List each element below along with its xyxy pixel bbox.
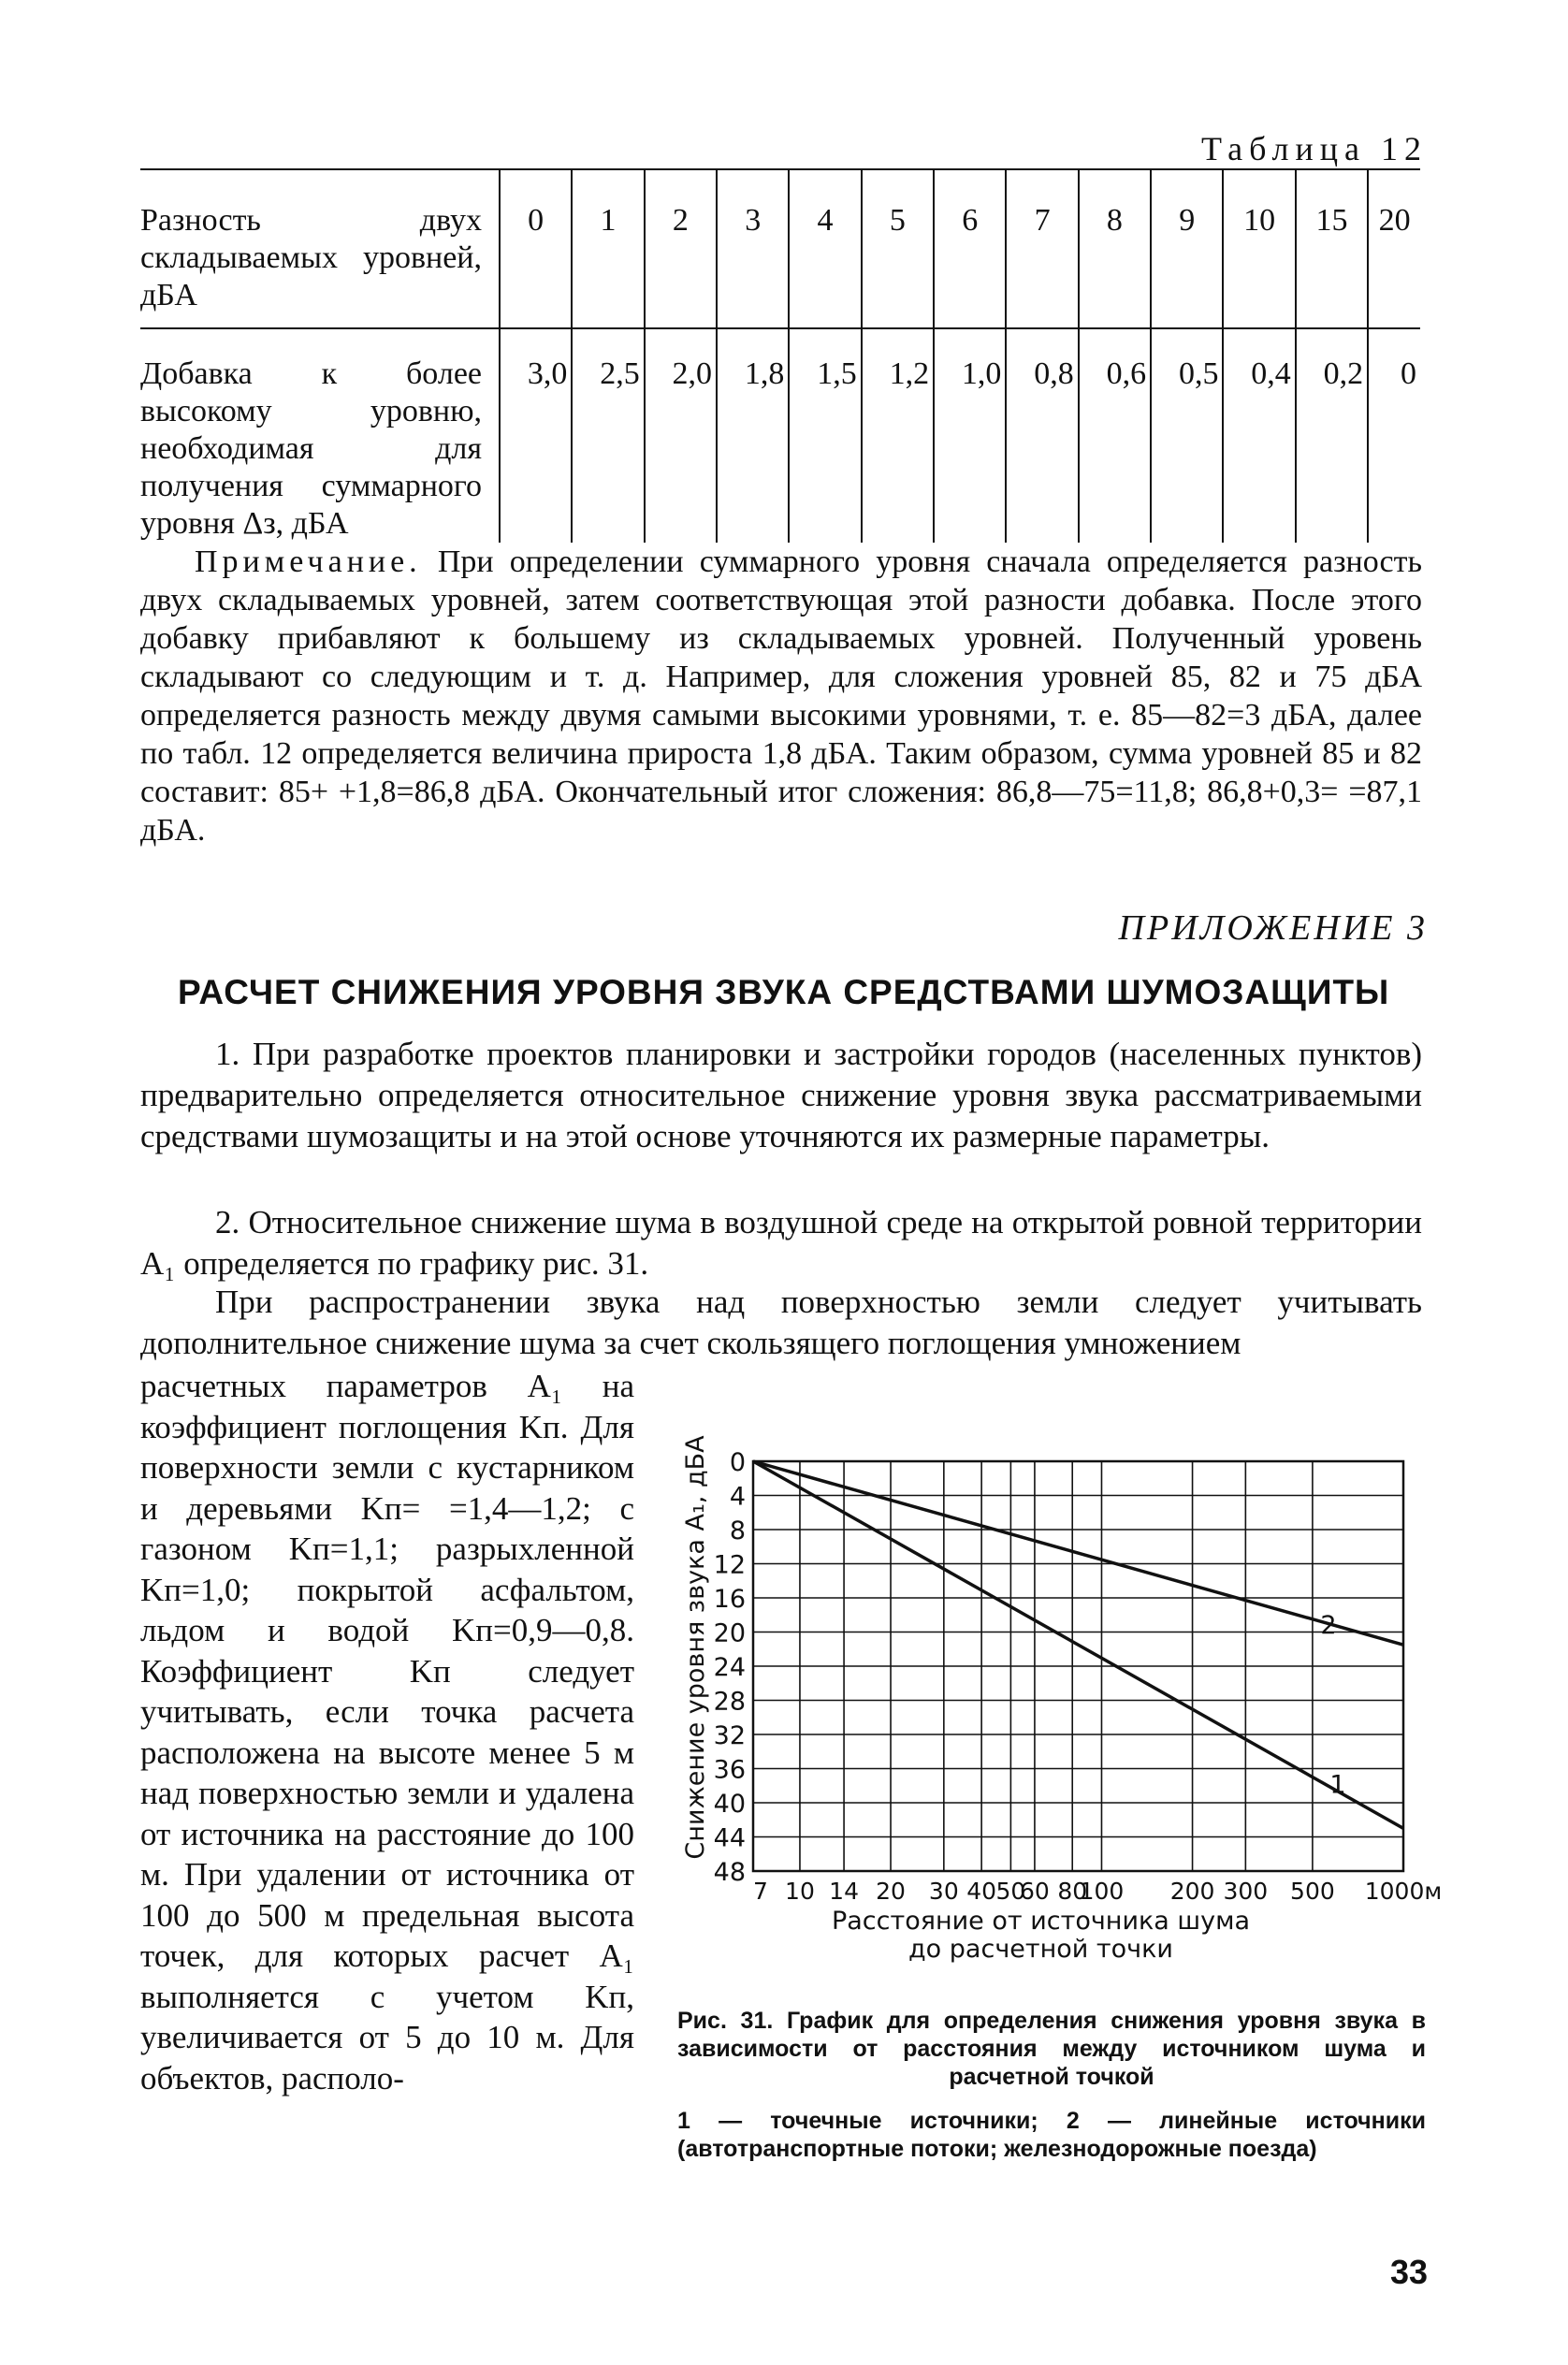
y-tick-label: 0 — [729, 1448, 746, 1477]
y-tick-label: 28 — [713, 1687, 746, 1717]
x-tick-label: 1000м — [1364, 1878, 1443, 1905]
section-title: РАСЧЕТ СНИЖЕНИЯ УРОВНЯ ЗВУКА СРЕДСТВАМИ ШУМОЗАЩИТЫ — [178, 973, 1390, 1011]
table-cell: 8 — [1079, 169, 1151, 328]
x-tick-label: 500 — [1290, 1878, 1335, 1905]
x-tick-label: 14 — [829, 1878, 859, 1905]
x-tick-label: 100 — [1079, 1878, 1125, 1905]
table-cell: 2,0 — [645, 328, 717, 543]
table-cell: 0,2 — [1296, 328, 1368, 543]
x-tick-label: 200 — [1169, 1878, 1215, 1905]
x-tick-label: 30 — [928, 1878, 959, 1905]
table-cell: 1 — [572, 169, 644, 328]
table-cell: 4 — [789, 169, 861, 328]
y-tick-label: 16 — [713, 1585, 746, 1614]
table-cell: 3 — [717, 169, 789, 328]
y-tick-label: 24 — [713, 1653, 746, 1682]
table-cell: 6 — [934, 169, 1006, 328]
table-cell: 0,8 — [1006, 328, 1078, 543]
x-tick-label: 300 — [1223, 1878, 1269, 1905]
x-axis-label-line1: Расстояние от источника шума — [831, 1907, 1251, 1936]
table-cell: 20 — [1368, 169, 1420, 328]
series-line-2 — [753, 1461, 1403, 1645]
table-cell: 0 — [500, 169, 572, 328]
series-label: 1 — [1329, 1770, 1346, 1800]
note-text: При определении суммарного уровня сначала определяется разность двух складываемых уровней, затем соответствующая этой разности добавка. После этого добавку прибавляют к большему из складываемых уровней. Полученный уровень складывают со следующим и т. д. Например, для сложения уровней 85, 82 и 75 дБА определяется разность между двумя самыми высокими уровнями, т. е. 85—82=3 дБА, далее по табл. 12 определяется величина прироста 1,8 дБА. Таким образом, сумма уровней 85 и 82 составит: 85+ +1,8=86,8 дБА. Окончательный итог сложения: 86,8—75=11,8; 86,8+0,3= =87,1 дБА. — [140, 544, 1422, 848]
page-number: 33 — [1389, 2253, 1428, 2291]
noise-addition-table — [140, 168, 1420, 543]
x-tick-label: 20 — [876, 1878, 906, 1905]
chart-svg — [655, 1394, 1443, 2002]
paragraph-1: 1. При разработке проектов планировки и застройки городов (населенных пунктов) предварительно определяется относительное снижение уровня звука рассматриваемыми средствами шумозащиты и на этой основе уточняются их размерные параметры. — [140, 1036, 1422, 1154]
y-tick-label: 20 — [713, 1618, 746, 1648]
table-cell: 2,5 — [572, 328, 644, 543]
table-cell: 0,5 — [1151, 328, 1223, 543]
x-tick-label: 10 — [785, 1878, 815, 1905]
x-tick-label: 50 — [995, 1878, 1026, 1905]
table-cell: 7 — [1006, 169, 1078, 328]
y-tick-label: 40 — [713, 1790, 746, 1819]
row2-header: Добавка к более высокому уровню, необходимая для получения суммарного уровня Δз, дБА — [140, 328, 500, 543]
series-label: 2 — [1320, 1611, 1337, 1641]
table-cell: 10 — [1223, 169, 1295, 328]
table-row — [140, 328, 1420, 543]
note-label: Примечание. — [195, 544, 422, 579]
row1-header: Разность двух складываемых уровней, дБА — [140, 169, 500, 328]
appendix-label: ПРИЛОЖЕНИЕ 3 — [1118, 908, 1428, 948]
figure-caption: Рис. 31. График для определения снижения уровня звука в зависимости от расстояния между источником шума и расчетной точкой — [677, 2008, 1426, 2090]
y-tick-label: 36 — [713, 1755, 746, 1785]
table-cell: 1,2 — [862, 328, 934, 543]
y-tick-label: 32 — [713, 1721, 746, 1750]
paragraph-2: 2. Относительное снижение шума в воздушной среде на открытой ровной территории A₁ определяется по графику рис. 31. — [140, 1204, 1422, 1282]
x-tick-label: 80 — [1057, 1878, 1088, 1905]
table-cell: 5 — [862, 169, 934, 328]
x-tick-label: 7 — [753, 1878, 768, 1905]
table-cell: 1,5 — [789, 328, 861, 543]
y-tick-label: 44 — [713, 1823, 746, 1853]
table-caption: Таблица 12 — [1201, 130, 1428, 167]
table-cell: 3,0 — [500, 328, 572, 543]
table-cell: 9 — [1151, 169, 1223, 328]
y-tick-label: 48 — [713, 1858, 746, 1887]
table-cell: 1,0 — [934, 328, 1006, 543]
y-tick-label: 12 — [713, 1550, 746, 1580]
table-note — [140, 543, 1422, 849]
series-line-1 — [753, 1461, 1403, 1828]
table-cell: 0 — [1368, 328, 1420, 543]
table-cell: 15 — [1296, 169, 1368, 328]
table-cell: 2 — [645, 169, 717, 328]
noise-reduction-chart — [655, 1394, 1443, 2049]
table-cell: 0,6 — [1079, 328, 1151, 543]
x-tick-label: 60 — [1020, 1878, 1050, 1905]
x-tick-label: 40 — [966, 1878, 997, 1905]
table-cell: 0,4 — [1223, 328, 1295, 543]
y-tick-label: 4 — [729, 1482, 746, 1512]
table-cell: 1,8 — [717, 328, 789, 543]
paragraph-4: расчетных параметров A₁ на коэффициент поглощения Kп. Для поверхности земли с кустарником и деревьями Kп= =1,4—1,2; с газоном Kп=1,1; разрыхленной Kп=1,0; покрытой асфальтом, льдом и водой Kп=0,9—0,8. Коэффициент Kп следует учитывать, если точка расчета расположена на высоте менее 5 м над поверхностью земли и удалена от источника на расстояние до 100 м. При удалении от источника от 100 до 500 м предельная высота точек, для которых расчет A₁ выполняется с учетом Kп, увеличивается от 5 до 10 м. Для объектов, располо- — [140, 1368, 634, 2097]
y-axis-label: Снижение уровня звука A₁, дБА — [681, 1435, 710, 1860]
table-row — [140, 169, 1420, 328]
paragraph-3: При распространении звука над поверхностью земли следует учитывать дополнительное снижение шума за счет скользящего поглощения умножением — [140, 1284, 1422, 1361]
x-axis-label-line2: до расчетной точки — [908, 1935, 1173, 1964]
y-tick-label: 8 — [729, 1516, 746, 1545]
figure-legend: 1 — точечные источники; 2 — линейные источники (автотранспортные потоки; железнодорожные поезда) — [677, 2108, 1426, 2162]
